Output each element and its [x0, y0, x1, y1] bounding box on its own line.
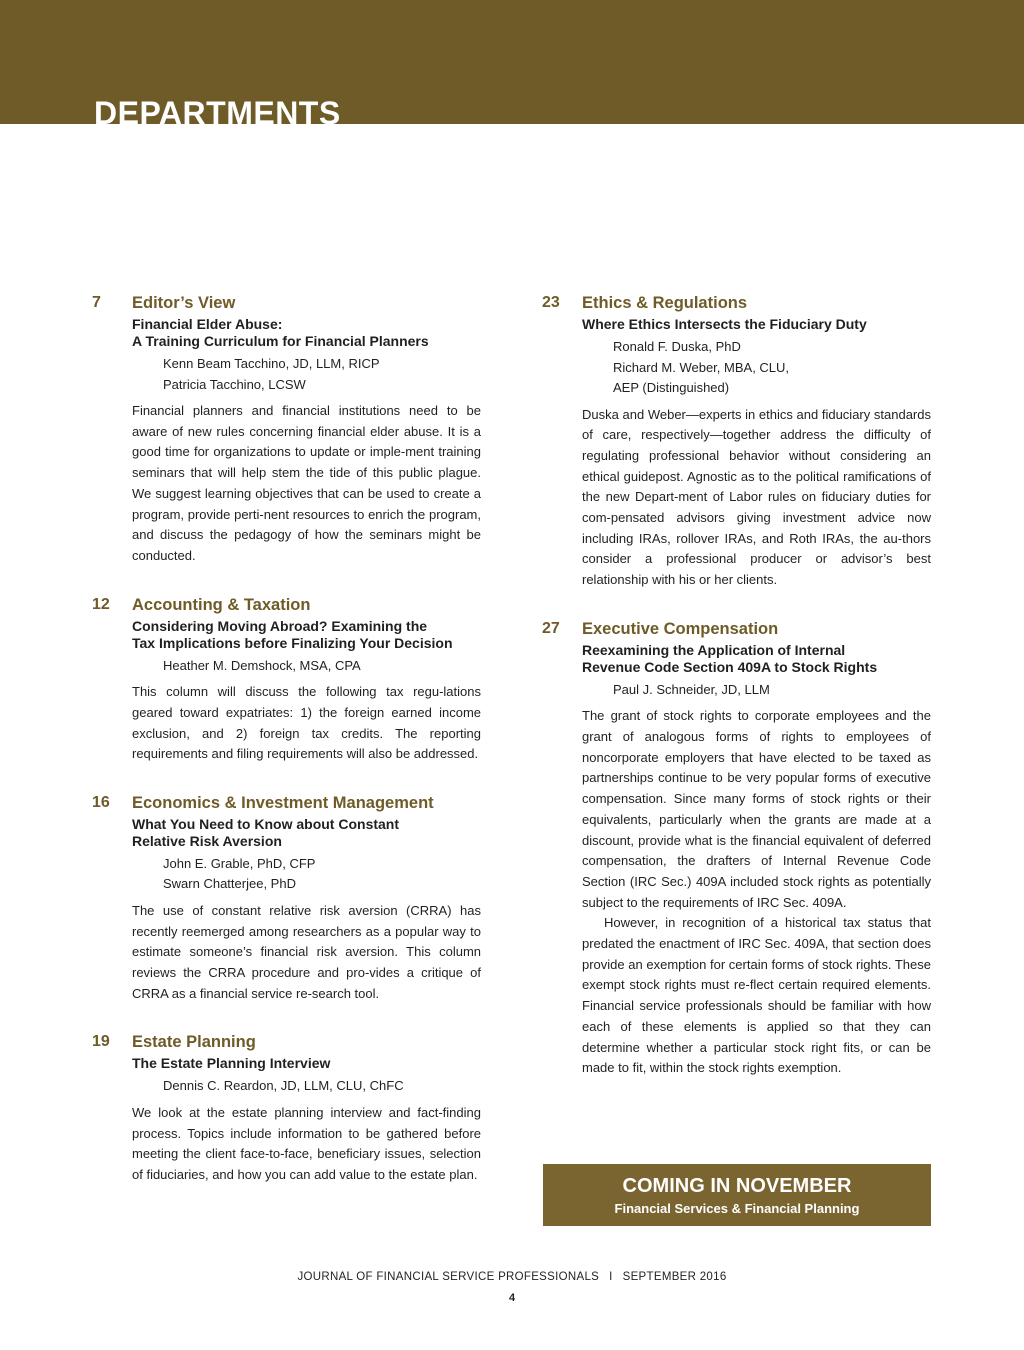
author: Richard M. Weber, MBA, CLU,	[613, 359, 790, 375]
journal-name: JOURNAL OF FINANCIAL SERVICE PROFESSIONALS	[297, 1271, 600, 1283]
section-title: Accounting & Taxation	[132, 595, 311, 614]
article-title-line: The Estate Planning Interview	[132, 1055, 331, 1072]
coming-in-november-box	[543, 1164, 931, 1226]
page-number: 23	[542, 294, 560, 311]
issue-date: SEPTEMBER 2016	[622, 1271, 727, 1283]
abstract-paragraph: However, in recognition of a historical tax status that predated the enactment of IRC Sec. 409A, that section does provide an exemption for certain forms of stock rights. These exempt stock rights must re-flect certain required elements. Financial service professionals should be familiar with how each of these elements is applied so that they can determine whether a particular stock right fits, or can be made to fit, within the stock rights exemption.	[582, 915, 931, 1076]
section-title: Ethics & Regulations	[582, 294, 748, 312]
author: Kenn Beam Tacchino, JD, LLM, RICP	[163, 356, 380, 371]
footer	[0, 1271, 1024, 1283]
toc-entry	[542, 617, 931, 1079]
abstract	[582, 405, 931, 591]
coming-heading: COMING IN NOVEMBER	[622, 1175, 852, 1197]
abstract-paragraph: We look at the estate planning interview and fact-finding process. Topics include information to be gathered before meeting the client face-to-face, beneficiary issues, selection of fiduciaries, and how you can add value to the estate plan.	[132, 1104, 481, 1183]
article-title-line: Reexamining the Application of Internal	[582, 641, 846, 658]
abstract	[132, 401, 481, 567]
abstract	[582, 706, 931, 1079]
left-column	[92, 291, 481, 1186]
page-title: DEPARTMENTS	[94, 95, 341, 124]
article-title	[132, 816, 481, 850]
page-number: 7	[92, 294, 101, 311]
coming-subheading: Financial Services & Financial Planning	[614, 1201, 860, 1216]
section-title: Economics & Investment Management	[132, 793, 434, 812]
article-title	[582, 642, 931, 676]
article-title	[132, 618, 481, 652]
section-title: Editor’s View	[132, 294, 236, 312]
author: John E. Grable, PhD, CFP	[163, 855, 316, 871]
abstract-paragraph: Duska and Weber—experts in ethics and fiduciary standards of care, respectively—together address the difficulty of regulating professional behavior without considering an ethical guidepost. Agnostic as to the political ramifications of the new Depart-ment of Labor rules on fiduciary duties for com-pensated advisors giving investment advice now including IRAs, rollover IRAs, and Roth IRAs, the au-thors consider a professional producer or advisor’s best relationship with his or her clients.	[582, 406, 931, 588]
abstract-paragraph: Financial planners and financial institutions need to be aware of new rules concerning financial elder abuse. It is a good time for organizations to update or imple-ment training seminars that will help stem the tide of this public plague. We suggest learning objectives that can be used to create a program, provide perti-nent resources to enrich the program, and discuss the pedagogy of how the seminars might be conducted.	[132, 403, 481, 563]
article-title	[132, 1055, 481, 1072]
abstract-paragraph: The use of constant relative risk aversion (CRRA) has recently reemerged among researchers as a popular way to estimate someone’s financial risk aversion. This column reviews the CRRA procedure and pro-vides a critique of CRRA as a financial service re-search tool.	[132, 902, 481, 1001]
abstract	[132, 901, 481, 1005]
abstract-paragraph: This column will discuss the following tax regu-lations geared toward expatriates: 1) the foreign earned income exclusion, and 2) foreign tax credits. The reporting requirements and filing requirements will also be addressed.	[132, 684, 481, 762]
article-title-line: Where Ethics Intersects the Fiduciary Duty	[582, 316, 867, 332]
article-title-line: Revenue Code Section 409A to Stock Rights	[582, 658, 878, 675]
article-title-line: Considering Moving Abroad? Examining the	[132, 617, 428, 634]
right-column	[542, 291, 931, 1079]
page-number: 27	[542, 619, 560, 637]
page-number: 19	[92, 1033, 110, 1051]
toc-entry	[92, 291, 481, 567]
abstract	[132, 682, 481, 765]
page-number: 16	[92, 793, 110, 811]
author: AEP (Distinguished)	[613, 380, 730, 395]
article-title-line: Tax Implications before Finalizing Your Decision	[132, 634, 453, 651]
article-title	[132, 316, 481, 350]
author: Heather M. Demshock, MSA, CPA	[163, 657, 361, 673]
article-title-line: A Training Curriculum for Financial Planners	[132, 333, 429, 349]
author: Paul J. Schneider, JD, LLM	[613, 681, 770, 697]
article-title	[582, 316, 931, 333]
abstract-paragraph: The grant of stock rights to corporate employees and the grant of analogous forms of rights to employees of noncorporate employers that have elected to be taxed as partnerships continue to be very popular forms of executive compensation. Since many forms of stock rights or their equivalents, particularly when the grants are made at a discount, provide what is the financial equivalent of deferred compensation, the drafters of Internal Revenue Code Section (IRC Sec.) 409A included stock rights as potentially subject to the requirements of IRC Sec. 409A.	[582, 708, 931, 910]
toc-entry	[542, 291, 931, 591]
author: Ronald F. Duska, PhD	[613, 339, 741, 354]
author: Patricia Tacchino, LCSW	[163, 376, 306, 392]
article-title-line: What You Need to Know about Constant	[132, 815, 400, 832]
toc-entry	[92, 791, 481, 1005]
author: Dennis C. Reardon, JD, LLM, CLU, ChFC	[163, 1078, 404, 1094]
page-number: 12	[92, 595, 110, 613]
toc-entry	[92, 1030, 481, 1185]
article-title-line: Financial Elder Abuse:	[132, 316, 283, 332]
header-band	[0, 0, 1024, 124]
author: Swarn Chatterjee, PhD	[163, 876, 296, 892]
toc-entry	[92, 593, 481, 765]
section-title: Executive Compensation	[582, 619, 779, 638]
article-title-line: Relative Risk Aversion	[132, 832, 282, 849]
folio-page-number: 4	[508, 1292, 516, 1304]
section-title: Estate Planning	[132, 1033, 256, 1052]
abstract	[132, 1103, 481, 1186]
footer-separator: I	[609, 1271, 613, 1283]
